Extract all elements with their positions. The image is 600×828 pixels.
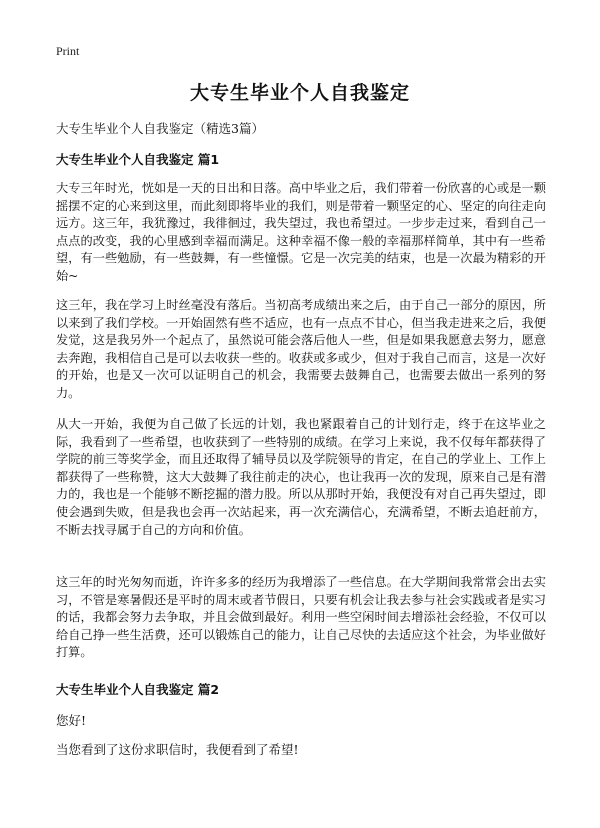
section-heading-2: 大专生毕业个人自我鉴定 篇2 [56,682,220,697]
paragraph-2-2: 当您看到了这份求职信时，我便看到了希望! [56,742,299,757]
paragraph-1-2: 这三年，我在学习上时丝毫没有落后。当初高考成绩出来之后，由于自己一部分的原因，所以来到了我们学校。一开始固然有些不适应，也有一点点不甘心，但当我走进来之后，我便发觉，这是我另外一个起点了，虽然说可能会落后他人一些，但是如果我愿意去努力，愿意去奔跑，我相信自己是可以去收获一些的。收获或多或少，但对于我自己而言，这是一次好的开始，也是又一次可以证明自己的机会，我需要去鼓舞自己，也需要去做出一系列的努力。 [56,298,546,400]
paragraph-2-1: 您好! [56,713,87,728]
print-label: Print [56,44,80,58]
page-title: 大专生毕业个人自我鉴定 [189,82,410,104]
paragraph-1-4: 这三年的时光匆匆而逝，许许多多的经历为我增添了一些信息。在大学期间我常常会出去实习，不管是寒暑假还是平时的周末或者节假日，只要有机会让我去参与社会实践或者是实习的话，我都会努力去争取，并且会做到最好。利用一些空闲时间去增添社会经验，不仅可以给自己挣一些生活费，还可以锻炼自己的能力，让自己尽快的去适应这个社会，为毕业做好打算。 [56,575,546,660]
section-heading-1: 大专生毕业个人自我鉴定 篇1 [56,152,220,167]
subtitle: 大专生毕业个人自我鉴定（精选3篇） [56,121,264,136]
paragraph-1-1: 大专三年时光，恍如是一天的日出和日落。高中毕业之后，我们带着一份欣喜的心或是一颗摇摆不定的心来到这里，而此刻即将毕业的我们，则是带着一颗坚定的心、坚定的向往走向远方。这三年，我犹豫过，我徘徊过，我失望过，我也希望过。一步步走过来，看到自己一点点的改变，我的心里感到幸福而满足。这种幸福不像一般的幸福那样简单，其中有一些希望，有一些勉励，有一些鼓舞，有一些憧憬。它是一次完美的结束，也是一次最为精彩的开始~ [56,181,546,283]
paragraph-1-3: 从大一开始，我便为自己做了长远的计划，我也紧跟着自己的计划行走，终于在这毕业之际，我看到了一些希望，也收获到了一些特别的成绩。在学习上来说，我不仅每年都获得了学院的前三等奖学金，而且还取得了辅导员以及学院领导的肯定，在自己的学业上、工作上都获得了一些称赞，这大大鼓舞了我往前走的决心，也让我再一次的发现，原来自己是有潜力的，我也是一个能够不断挖掘的潜力股。所以从那时开始，我便没有对自己再失望过，即使会遇到失败，但是我也会再一次站起来，再一次充满信心，充满希望，不断去追赶前方，不断去找寻属于自己的方向和价值。 [56,417,546,537]
